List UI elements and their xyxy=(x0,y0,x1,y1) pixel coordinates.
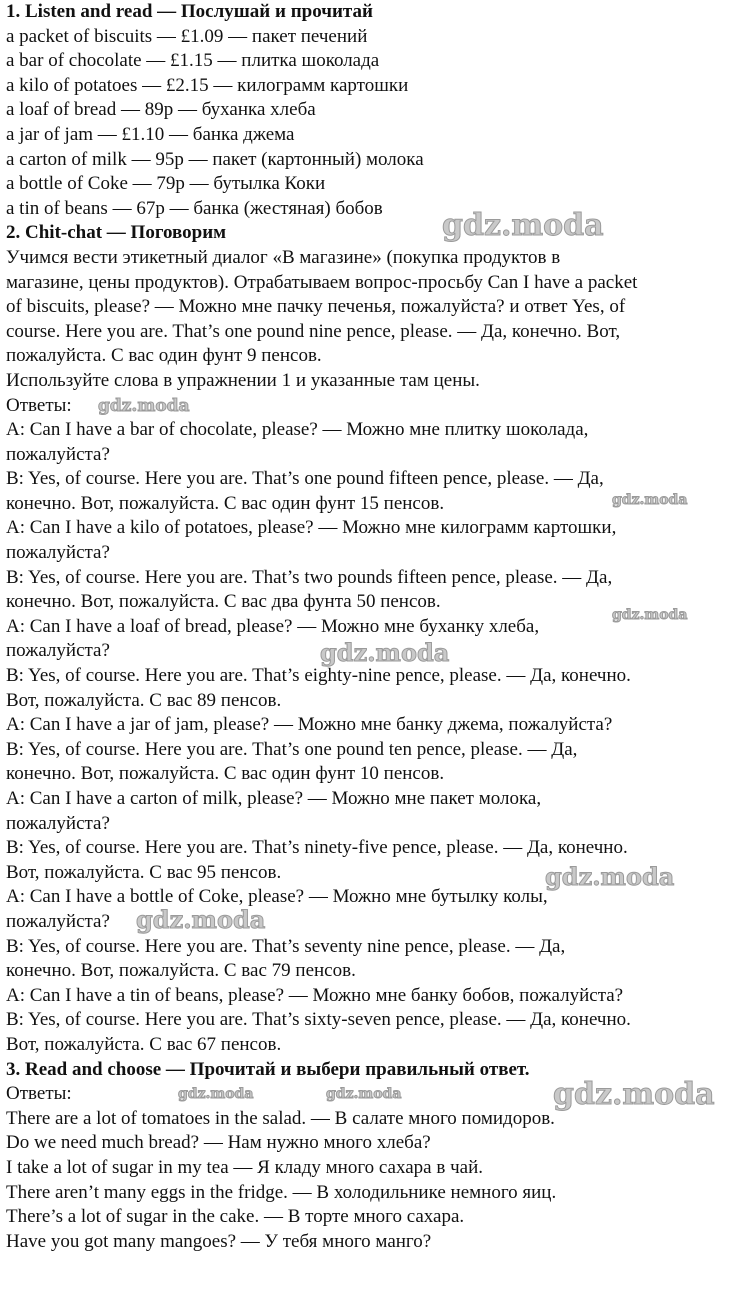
dialogue-line: A: Can I have a bottle of Coke, please? — Можно мне бутылку колы, xyxy=(6,886,548,908)
vocab-item: a tin of beans — 67p — банка (жестяная) бобов xyxy=(6,197,383,219)
dialogue-line: A: Can I have a kilo of potatoes, please? — Можно мне килограмм картошки, xyxy=(6,517,617,539)
dialogue-line: пожалуйста? xyxy=(6,812,110,834)
dialogue-line: B: Yes, of course. Here you are. That’s seventy nine pence, please. — Да, xyxy=(6,935,566,957)
section-2-heading: 2. Chit-chat — Поговорим xyxy=(6,222,227,244)
answer-item: Have you got many mangoes? — У тебя много манго? xyxy=(6,1230,432,1252)
section-1-heading: 1. Listen and read — Послушай и прочитай xyxy=(6,1,373,22)
section-3-heading: 3. Read and choose — Прочитай и выбери правильный ответ. xyxy=(6,1058,530,1080)
answer-item: There aren’t many eggs in the fridge. — В холодильнике немного яиц. xyxy=(6,1181,557,1203)
dialogue-line: B: Yes, of course. Here you are. That’s sixty-seven pence, please. — Да, конечно. xyxy=(6,1009,631,1031)
intro-line: course. Here you are. That’s one pound nine pence, please. — Да, конечно. Вот, xyxy=(6,320,621,342)
watermark-logo: gdz.moda xyxy=(545,862,675,891)
intro-line: of biscuits, please? — Можно мне пачку печенья, пожалуйста? и ответ Yes, of xyxy=(6,296,626,318)
vocab-item: a carton of milk — 95p — пакет (картонный) молока xyxy=(6,148,424,170)
vocab-item: a bottle of Coke — 79p — бутылка Коки xyxy=(6,173,326,195)
vocab-item: a kilo of potatoes — £2.15 — килограмм картошки xyxy=(6,74,409,96)
dialogue-line: пожалуйста? xyxy=(6,542,110,564)
dialogue-line: B: Yes, of course. Here you are. That’s eighty-nine pence, please. — Да, конечно. xyxy=(6,665,631,687)
answer-item: There’s a lot of sugar in the cake. — В торте много сахара. xyxy=(6,1206,465,1228)
watermark-logo: gdz.moda xyxy=(136,905,266,934)
dialogue-line: пожалуйста? xyxy=(6,910,110,932)
intro-line: Учимся вести этикетный диалог «В магазине» (покупка продуктов в xyxy=(6,246,561,268)
watermark-logo: gdz.moda xyxy=(442,208,604,243)
dialogue-line: конечно. Вот, пожалуйста. С вас один фунт 15 пенсов. xyxy=(6,492,445,514)
intro-line: Используйте слова в упражнении 1 и указанные там цены. xyxy=(6,369,480,391)
vocab-item: a bar of chocolate — £1.15 — плитка шоколада xyxy=(6,50,380,72)
dialogue-line: B: Yes, of course. Here you are. That’s ninety-five pence, please. — Да, конечно. xyxy=(6,837,628,859)
watermark-logo: gdz.moda xyxy=(320,638,450,667)
intro-line: пожалуйста. С вас один фунт 9 пенсов. xyxy=(6,345,322,367)
dialogue-line: пожалуйста? xyxy=(6,640,110,662)
dialogue-line: конечно. Вот, пожалуйста. С вас 79 пенсов. xyxy=(6,960,356,982)
answer-item: There are a lot of tomatoes in the salad. — В салате много помидоров. xyxy=(6,1107,555,1129)
dialogue-line: A: Can I have a tin of beans, please? — Можно мне банку бобов, пожалуйста? xyxy=(6,984,624,1006)
watermark-logo: gdz.moda xyxy=(98,396,190,416)
dialogue-line: конечно. Вот, пожалуйста. С вас один фунт 10 пенсов. xyxy=(6,763,445,785)
dialogue-line: B: Yes, of course. Here you are. That’s one pound fifteen pence, please. — Да, xyxy=(6,468,604,490)
intro-line: магазине, цены продуктов). Отрабатываем вопрос-просьбу Can I have a packet xyxy=(6,271,638,293)
dialogue-line: Вот, пожалуйста. С вас 89 пенсов. xyxy=(6,689,282,711)
dialogue-line: A: Can I have a jar of jam, please? — Можно мне банку джема, пожалуйста? xyxy=(6,714,613,736)
document-page xyxy=(6,0,728,1254)
answer-item: I take a lot of sugar in my tea — Я кладу много сахара в чай. xyxy=(6,1156,483,1178)
watermark-logo: gdz.moda xyxy=(612,607,688,623)
vocab-item: a packet of biscuits — £1.09 — пакет печений xyxy=(6,25,368,47)
dialogue-line: A: Can I have a loaf of bread, please? — Можно мне буханку хлеба, xyxy=(6,615,540,637)
dialogue-line: A: Can I have a carton of milk, please? — Можно мне пакет молока, xyxy=(6,788,542,809)
answers-label: Ответы: xyxy=(6,1083,72,1105)
vocab-item: a loaf of bread — 89p — буханка хлеба xyxy=(6,99,316,121)
dialogue-line: Вот, пожалуйста. С вас 67 пенсов. xyxy=(6,1033,282,1055)
dialogue-line: A: Can I have a bar of chocolate, please? — Можно мне плитку шоколада, xyxy=(6,419,589,441)
watermark-logo: gdz.moda xyxy=(326,1086,402,1102)
dialogue-line: пожалуйста? xyxy=(6,443,110,465)
dialogue-line: B: Yes, of course. Here you are. That’s two pounds fifteen pence, please. — Да, xyxy=(6,566,613,588)
watermark-logo: gdz.moda xyxy=(178,1086,254,1102)
dialogue-line: B: Yes, of course. Here you are. That’s one pound ten pence, please. — Да, xyxy=(6,738,578,760)
answer-item: Do we need much bread? — Нам нужно много хлеба? xyxy=(6,1132,431,1154)
dialogue-line: Вот, пожалуйста. С вас 95 пенсов. xyxy=(6,861,282,883)
dialogue-line: конечно. Вот, пожалуйста. С вас два фунта 50 пенсов. xyxy=(6,591,441,613)
watermark-logo: gdz.moda xyxy=(553,1077,715,1112)
answers-label: Ответы: xyxy=(6,394,72,416)
watermark-logo: gdz.moda xyxy=(612,492,688,508)
vocab-item: a jar of jam — £1.10 — банка джема xyxy=(6,123,295,145)
